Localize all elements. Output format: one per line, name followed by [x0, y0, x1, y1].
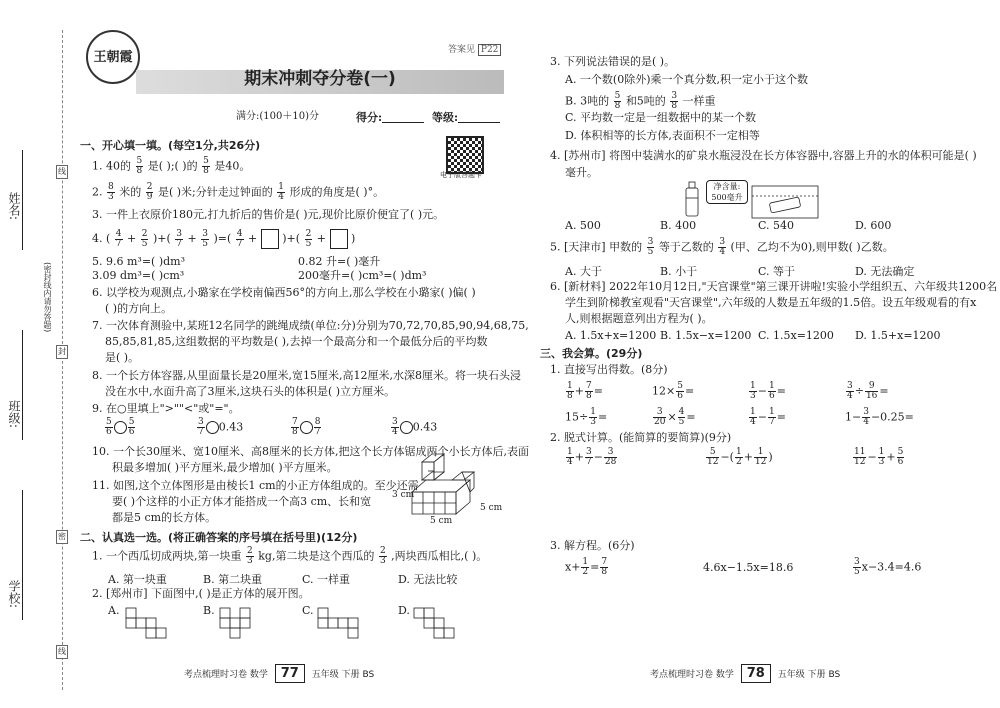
class-label: 班级:: [7, 400, 21, 429]
cube-figure: [392, 452, 503, 524]
choice-2-option-a[interactable]: A.: [108, 604, 120, 617]
question-10: 10. 一个长30厘米、宽10厘米、高8厘米的长方体,把这个长方体锯成两个小长方体后,表面: [92, 445, 529, 458]
choice-2-option-c[interactable]: C.: [302, 604, 314, 617]
choice-6-option-c[interactable]: C. 1.5x=1200: [758, 329, 834, 342]
compare-2: $\frac{3}{7}$ 0.43: [198, 417, 244, 437]
calc-1-title: 1. 直接写出得数。(8分): [550, 363, 668, 376]
calc-item: 1− $\frac{3}{4}$ −0.25=: [845, 407, 914, 427]
choice-5-option-a[interactable]: A. 大于: [565, 265, 602, 278]
calc-3-title: 3. 解方程。(6分): [550, 539, 635, 552]
score-info: 满分:(100＋10)分: [236, 111, 319, 122]
calc-item: $\frac{3}{20}$ × $\frac{4}{5}$ =: [654, 407, 696, 427]
calc-item: 12× $\frac{5}{6}$ =: [652, 381, 695, 401]
choice-1-option-b[interactable]: B. 第二块重: [203, 573, 263, 586]
seal-mark: 线: [56, 165, 68, 179]
step-calc-item: $\frac{11}{12}$ − $\frac{1}{3}$ + $\frac{5}{6}$: [854, 447, 904, 467]
seal-note: (密封线内请勿答题): [43, 262, 52, 333]
choice-5: 5. [天津市] 甲数的 $\frac{3}{5}$ 等于乙数的 $\frac{3}{4}$ (甲、乙均不为0),则甲数( )乙数。: [550, 237, 894, 257]
choice-1: 1. 一个西瓜切成两块,第一块重 $\frac{2}{3}$ kg,第二块是这个西瓜的 $\frac{2}{3}$ ,两块西瓜相比,( )。: [92, 546, 488, 566]
seal-mark: 封: [56, 345, 68, 359]
question-2: 2. $\frac{8}{3}$ 米的 $\frac{2}{9}$ 是( )米;分针走过钟面的 $\frac{1}{4}$ 形成的角度是( )°。: [92, 182, 385, 202]
compare-1: $\frac{5}{6}$ $\frac{5}{6}$: [106, 417, 135, 437]
choice-3-option-d[interactable]: D. 体积相等的长方体,表面积不一定相等: [565, 129, 760, 142]
brand-logo: [86, 30, 140, 84]
choice-4-cont: 毫升。: [565, 166, 598, 179]
section-1-title: 一、开心填一填。(每空1分,共26分): [80, 139, 261, 152]
question-1: 1. 40的 $\frac{5}{8}$ 是( );( )的 $\frac{5}{8}$ 是40。: [92, 156, 251, 176]
school-label: 学校:: [7, 580, 21, 609]
calc-item: 15÷ $\frac{1}{3}$ =: [565, 407, 608, 427]
figure-length-label: 5 cm: [430, 516, 453, 526]
choice-1-option-d[interactable]: D. 无法比较: [398, 573, 458, 586]
page-number: 77: [275, 664, 305, 683]
calc-item: $\frac{1}{8}$ + $\frac{7}{8}$ =: [567, 381, 603, 401]
choice-3: 3. 下列说法错误的是( )。: [550, 55, 676, 68]
calc-2-title: 2. 脱式计算。(能简算的要简算)(9分): [550, 431, 732, 444]
question-8-cont: 没在水中,水面升高了3厘米,这块石头的体积是( )立方厘米。: [105, 385, 396, 398]
choice-6-cont: 学生到阶梯教室观看"天宫课堂",六年级的人数是五年级的1.5倍。设五年级观看的有x: [565, 296, 977, 309]
question-7-cont: 85,85,81,85,这组数据的平均数是( ),去掉一个最高分和一个最低分后的平均数: [105, 335, 488, 348]
step-calc-item: $\frac{1}{4}$ + $\frac{3}{7}$ − $\frac{3}{28}$: [567, 447, 617, 467]
net-figure-b: [218, 606, 262, 640]
answer-page: P22: [478, 44, 502, 56]
choice-3-option-a[interactable]: A. 一个数(0除外)乘一个真分数,积一定小于这个数: [565, 73, 809, 86]
name-label: 姓名:: [7, 192, 21, 221]
school-line: [22, 490, 23, 620]
question-4: 4. ( $\frac{4}{7}$ + $\frac{2}{5}$ )+( $\frac{3}{7}$ + $\frac{3}{5}$ )=( $\frac{4}{7}$ + )+( $\frac{2}{5}$ + ): [92, 228, 356, 249]
question-5d: 200毫升=( )cm³=( )dm³: [298, 269, 427, 282]
choice-6: 6. [新材料] 2022年10月12日,"天宫课堂"第三课开讲啦!实验小学组织五、六年级共1200名: [550, 280, 998, 293]
choice-2-option-b[interactable]: B.: [203, 604, 215, 617]
choice-4-option-a[interactable]: A. 500: [565, 219, 601, 232]
question-5a: 5. 9.6 m³=( )dm³: [92, 255, 186, 268]
class-line: [22, 330, 23, 440]
answer-box[interactable]: [261, 229, 279, 249]
question-8: 8. 一个长方体容器,从里面量长是20厘米,宽15厘米,高12厘米,水深8厘米。将一块石头浸: [92, 369, 521, 382]
question-5c: 3.09 dm³=( )cm³: [92, 269, 185, 282]
choice-5-option-b[interactable]: B. 小于: [660, 265, 698, 278]
seal-mark: 线: [56, 645, 68, 659]
net-figure-a: [124, 606, 168, 640]
answer-ref: 答案见 P22: [448, 46, 501, 55]
choice-2: 2. [郑州市] 下面图中,( )是正方体的展开图。: [92, 587, 310, 600]
footer-left: 考点梳理时习卷 数学 77 五年级 下册 BS: [184, 666, 375, 681]
grade-label: 等级:: [432, 112, 500, 123]
qr-caption: 电子版答题卡: [440, 171, 482, 179]
compare-circle[interactable]: [206, 421, 219, 434]
page-title: 期末冲刺夺分卷(一): [244, 69, 396, 89]
question-7: 7. 一次体育测验中,某班12名同学的跳绳成绩(单位:分)分别为70,72,70,85,90,94,68,75,: [92, 319, 529, 332]
question-7-cont: 是( )。: [105, 351, 140, 364]
calc-item: $\frac{1}{3}$ − $\frac{1}{6}$ =: [750, 381, 786, 401]
compare-4: $\frac{3}{4}$ 0.43: [392, 417, 438, 437]
question-9: 9. 在○里填上">""<"或"="。: [92, 402, 240, 415]
question-11-cont: 要( )个这样的小正方体才能搭成一个高3 cm、长和宽: [112, 495, 372, 508]
choice-6-option-d[interactable]: D. 1.5+x=1200: [855, 329, 941, 342]
compare-3: $\frac{7}{8}$ $\frac{8}{7}$: [292, 417, 321, 437]
question-11: 11. 如图,这个立体图形是由棱长1 cm的小正方体组成的。至少还需: [92, 479, 419, 492]
net-figure-d: [412, 606, 456, 640]
choice-4-option-c[interactable]: C. 540: [758, 219, 795, 232]
calc-item: $\frac{1}{4}$ − $\frac{1}{7}$ =: [750, 407, 786, 427]
choice-5-option-d[interactable]: D. 无法确定: [855, 265, 915, 278]
compare-circle[interactable]: [300, 421, 313, 434]
choice-6-cont: 人,则根据题意列出方程为( )。: [565, 312, 713, 325]
equation-2: 4.6x−1.5x=18.6: [703, 561, 794, 574]
question-11-cont: 都是5 cm的长方体。: [112, 511, 217, 524]
section-3-title: 三、我会算。(29分): [540, 347, 643, 360]
equation-3: $\frac{3}{5}$ x−3.4=4.6: [854, 557, 922, 577]
question-6-cont: ( )的方向上。: [105, 302, 173, 315]
choice-3-option-c[interactable]: C. 平均数一定是一组数据中的某一个数: [565, 111, 757, 124]
choice-6-option-a[interactable]: A. 1.5x+x=1200: [565, 329, 657, 342]
name-line: [22, 150, 23, 250]
score-label: 得分:: [356, 112, 424, 123]
equation-1: x+ $\frac{1}{2}$ = $\frac{7}{8}$: [565, 557, 608, 577]
qr-code[interactable]: [446, 136, 484, 174]
compare-circle[interactable]: [400, 421, 413, 434]
choice-5-option-c[interactable]: C. 等于: [758, 265, 796, 278]
choice-2-option-d[interactable]: D.: [398, 604, 410, 617]
footer-right: 考点梳理时习卷 数学 78 五年级 下册 BS: [650, 666, 841, 681]
bottle-figure: [680, 176, 820, 220]
choice-4-option-b[interactable]: B. 400: [660, 219, 697, 232]
step-calc-item: $\frac{5}{12}$ −( $\frac{1}{2}$ + $\frac{1}{12}$ ): [707, 447, 773, 467]
choice-1-option-c[interactable]: C. 一样重: [302, 573, 351, 586]
bottle-label: 净含量: 500毫升: [706, 180, 748, 204]
figure-height-label: 3 cm: [392, 490, 415, 500]
choice-1-option-a[interactable]: A. 第一块重: [108, 573, 167, 586]
logo-text: 王朝霞: [93, 50, 133, 65]
answer-box[interactable]: [330, 229, 348, 249]
question-10-cont: 积最多增加( )平方厘米,最少增加( )平方厘米。: [112, 461, 338, 474]
page-number: 78: [741, 664, 771, 683]
choice-3-option-b[interactable]: B. 3吨的 $\frac{5}{8}$ 和5吨的 $\frac{3}{8}$ 一样重: [565, 91, 716, 111]
calc-item: $\frac{3}{4}$ ÷ $\frac{9}{16}$ =: [847, 381, 889, 401]
question-5b: 0.82 升=( )毫升: [298, 255, 381, 268]
choice-4: 4. [苏州市] 将图中装满水的矿泉水瓶浸没在长方体容器中,容器上升的水的体积可能是( ): [550, 149, 977, 162]
choice-6-option-b[interactable]: B. 1.5x−x=1200: [660, 329, 752, 342]
seal-mark: 密: [56, 530, 68, 544]
question-3: 3. 一件上衣原价180元,打九折后的售价是( )元,现价比原价便宜了( )元。: [92, 208, 445, 221]
question-6: 6. 以学校为观测点,小璐家在学校南偏西56°的方向上,那么学校在小璐家( )偏( ): [92, 286, 476, 299]
compare-circle[interactable]: [114, 421, 127, 434]
section-2-title: 二、认真选一选。(将正确答案的序号填在括号里)(12分): [80, 531, 358, 544]
net-figure-c: [316, 606, 360, 640]
binding-line: [62, 30, 63, 690]
choice-4-option-d[interactable]: D. 600: [855, 219, 892, 232]
figure-width-label: 5 cm: [480, 503, 503, 513]
